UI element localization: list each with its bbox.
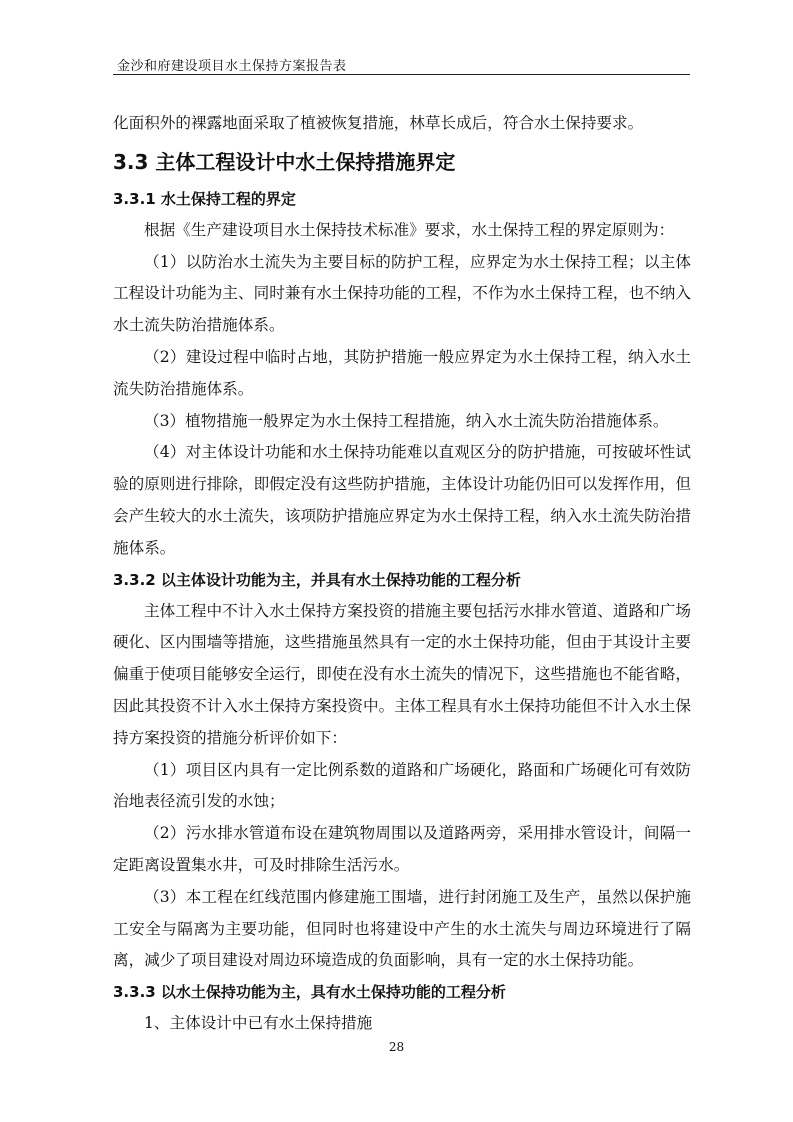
paragraph-continuation: 化面积外的裸露地面采取了植被恢复措施，林草长成后，符合水土保持要求。 (113, 114, 644, 132)
running-header: 金沙和府建设项目水土保持方案报告表 (117, 59, 347, 74)
paragraph: （1）以防治水土流失为主要目标的防护工程，应界定为水土保持工程；以主体工程设计功能为主、同时兼有水土保持功能的工程，不作为水土保持工程，也不纳入水土流失防治措施体系。 (113, 252, 691, 335)
document-body (113, 108, 691, 1040)
section-heading-3-3: 3.3 主体工程设计中水土保持措施界定 (113, 149, 456, 174)
paragraph: （3）植物措施一般界定为水土保持工程措施，纳入水土流失防治措施体系。 (144, 411, 669, 430)
paragraph: （3）本工程在红线范围内修建施工围墙，进行封闭施工及生产，虽然以保护施工安全与隔离为主要功能，但同时也将建设中产生的水土流失与周边环境进行了隔离，减少了项目建设对周边环境造成的负面影响，具有一定的水土保持功能。 (113, 887, 691, 970)
paragraph: 根据《生产建设项目水土保持技术标准》要求，水土保持工程的界定原则为： (144, 220, 675, 239)
paragraph: （1）项目区内具有一定比例系数的道路和广场硬化，路面和广场硬化可有效防治地表径流引发的水蚀； (113, 760, 691, 811)
subsection-heading-3-3-2: 3.3.2 以主体设计功能为主，并具有水土保持功能的工程分析 (113, 570, 521, 589)
paragraph: 主体工程中不计入水土保持方案投资的措施主要包括污水排水管道、道路和广场硬化、区内围墙等措施，这些措施虽然具有一定的水土保持功能，但由于其设计主要偏重于使项目能够安全运行，即使在没有水土流失的情况下，这些措施也不能省略，因此其投资不计入水土保持方案投资中。主体工程具有水土保持功能但不计入水土保持方案投资的措施分析评价如下： (113, 601, 691, 747)
paragraph: （2）建设过程中临时占地，其防护措施一般应界定为水土保持工程，纳入水土流失防治措施体系。 (113, 347, 691, 398)
subsection-heading-3-3-1: 3.3.1 水土保持工程的界定 (113, 189, 296, 208)
subsection-heading-3-3-3: 3.3.3 以水土保持功能为主，具有水土保持功能的工程分析 (113, 983, 506, 1002)
paragraph: （4）对主体设计功能和水土保持功能难以直观区分的防护措施，可按破坏性试验的原则进行排除，即假定没有这些防护措施，主体设计功能仍旧可以发挥作用，但会产生较大的水土流失，该项防护措施应界定为水土保持工程，纳入水土流失防治措施体系。 (113, 443, 691, 557)
paragraph: 1、主体设计中已有水土保持措施 (144, 1014, 373, 1033)
header-divider (113, 74, 690, 75)
page-number: 28 (388, 1040, 405, 1054)
paragraph: （2）污水排水管道布设在建筑物周围以及道路两旁，采用排水管设计，间隔一定距离设置集水井，可及时排除生活污水。 (113, 824, 691, 874)
